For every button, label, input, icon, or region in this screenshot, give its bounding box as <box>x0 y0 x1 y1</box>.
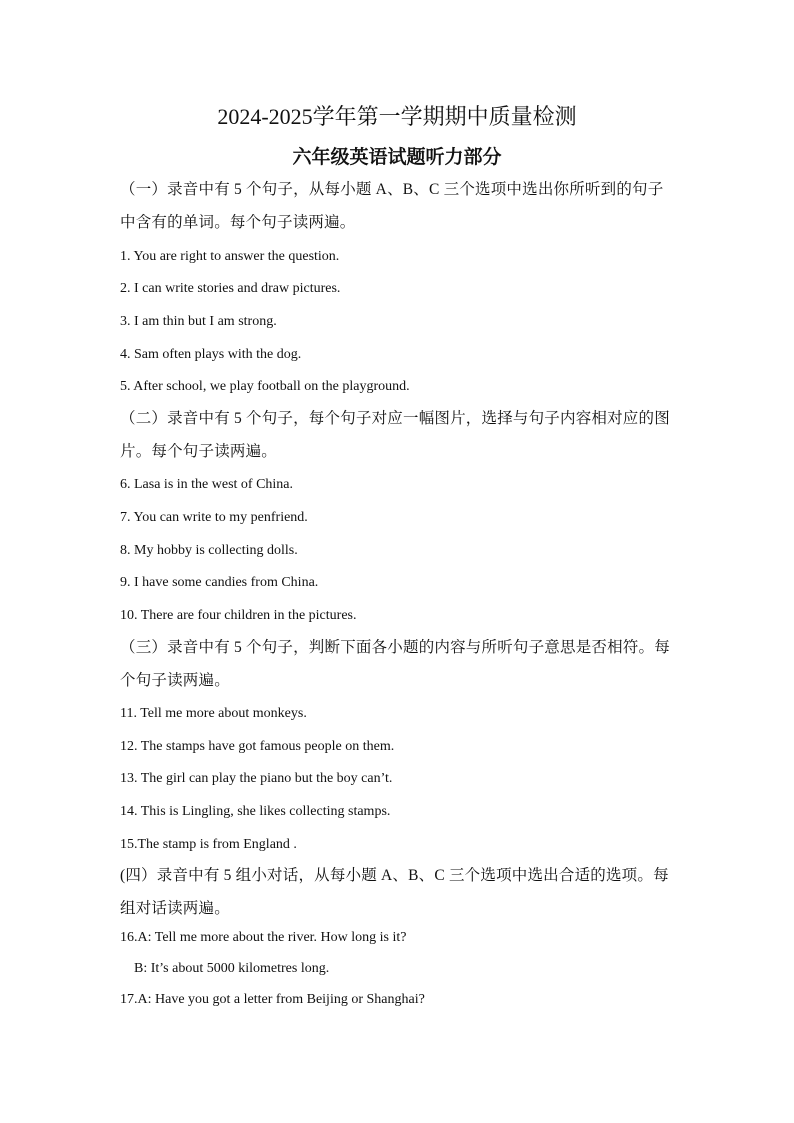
question-item-4: 4. Sam often plays with the dog. <box>120 347 302 362</box>
question-item-5: 5. After school, we play football on the playground. <box>120 379 410 394</box>
question-item-8: 8. My hobby is collecting dolls. <box>120 543 298 558</box>
question-item-11: 11. Tell me more about monkeys. <box>120 706 307 721</box>
question-item-15: 15.The stamp is from England . <box>120 837 297 852</box>
page-subtitle: 六年级英语试题听力部分 <box>292 147 502 168</box>
question-item-7: 7. You can write to my penfriend. <box>120 510 308 525</box>
section3-instruction-line1: （三）录音中有 5 个句子，判断下面各小题的内容与所听句子意思是否相符。每 <box>120 639 670 656</box>
section3-instruction-line2: 个句子读两遍。 <box>120 672 230 689</box>
dialogue-17-a: 17.A: Have you got a letter from Beijing or Shanghai? <box>120 992 425 1007</box>
question-item-6: 6. Lasa is in the west of China. <box>120 477 294 492</box>
question-item-14: 14. This is Lingling, she likes collecting stamps. <box>120 804 391 819</box>
section2-instruction-line1: （二）录音中有 5 个句子，每个句子对应一幅图片，选择与句子内容相对应的图 <box>120 410 670 427</box>
section1-instruction-line1: （一）录音中有 5 个句子，从每小题 A、B、C 三个选项中选出你所听到的句子 <box>120 181 664 198</box>
section1-instruction-line2: 中含有的单词。每个句子读两遍。 <box>120 214 356 231</box>
question-item-2: 2. I can write stories and draw pictures. <box>120 281 341 296</box>
page-title: 2024-2025学年第一学期期中质量检测 <box>217 104 577 129</box>
question-item-3: 3. I am thin but I am strong. <box>120 314 277 329</box>
section2-instruction-line2: 片。每个句子读两遍。 <box>120 443 278 460</box>
dialogue-16-a: 16.A: Tell me more about the river. How long is it? <box>120 930 407 945</box>
section4-instruction-line1: (四）录音中有 5 组小对话，从每小题 A、B、C 三个选项中选出合适的选项。每 <box>120 867 669 884</box>
dialogue-16-b: B: It’s about 5000 kilometres long. <box>134 961 330 976</box>
question-item-12: 12. The stamps have got famous people on them. <box>120 739 395 754</box>
question-item-9: 9. I have some candies from China. <box>120 575 319 590</box>
question-item-10: 10. There are four children in the pictures. <box>120 608 357 623</box>
question-item-1: 1. You are right to answer the question. <box>120 249 340 264</box>
question-item-13: 13. The girl can play the piano but the boy can’t. <box>120 771 393 786</box>
section4-instruction-line2: 组对话读两遍。 <box>120 900 230 917</box>
